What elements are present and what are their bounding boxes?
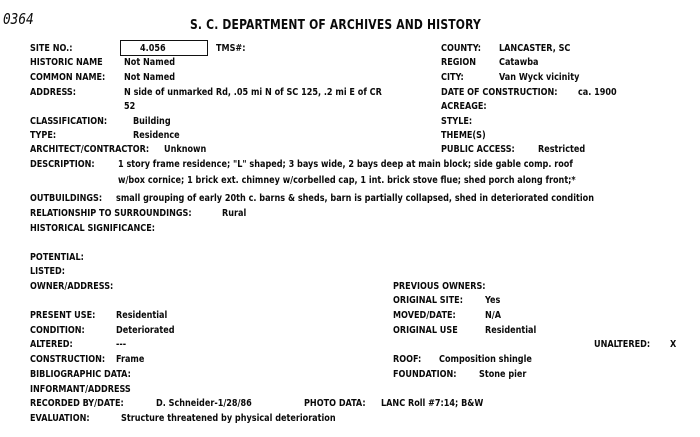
site-no-label: SITE NO.: [30,43,73,54]
construction-label: CONSTRUCTION: [30,354,106,365]
site-no-value: 4.056 [140,43,166,54]
description-line2: w/box cornice; 1 brick ext. chimney w/corbelled cap, 1 int. brick stove flue; shed porch along front;* [118,175,576,186]
region-value: Catawba [499,57,539,68]
original-site-label: ORIGINAL SITE: [393,295,463,306]
foundation-value: Stone pier [479,369,527,380]
date-of-construction-label: DATE OF CONSTRUCTION: [441,87,558,98]
photo-data-value: LANC Roll #7:14; B&W [381,398,484,409]
recorded-by-label: RECORDED BY/DATE: [30,398,124,409]
altered-label: ALTERED: [30,339,73,350]
recorded-by-value: D. Schneider-1/28/86 [156,398,252,409]
present-use-label: PRESENT USE: [30,310,96,321]
outbuildings-label: OUTBUILDINGS: [30,193,103,204]
page-title: S. C. DEPARTMENT OF ARCHIVES AND HISTORY [190,18,481,33]
relationship-value: Rural [222,208,247,219]
description-label: DESCRIPTION: [30,159,95,170]
style-label: STYLE: [441,116,473,127]
moved-date-value: N/A [485,310,502,321]
bibliographic-data-label: BIBLIOGRAPHIC DATA: [30,369,131,380]
unaltered-label: UNALTERED: [594,339,651,350]
previous-owners-label: PREVIOUS OWNERS: [393,281,486,292]
region-label: REGION [441,57,477,68]
tms-label: TMS#: [216,43,246,54]
county-value: LANCASTER, SC [499,43,571,54]
classification-label: CLASSIFICATION: [30,116,108,127]
handwritten-number: 0364 [3,10,34,28]
construction-value: Frame [116,354,145,365]
address-value-line2: 52 [124,101,136,112]
address-label: ADDRESS: [30,87,76,98]
moved-date-label: MOVED/DATE: [393,310,456,321]
address-value-line1: N side of unmarked Rd, .05 mi N of SC 125, .2 mi E of CR [124,87,382,98]
architect-label: ARCHITECT/CONTRACTOR: [30,144,150,155]
public-access-label: PUBLIC ACCESS: [441,144,515,155]
relationship-label: RELATIONSHIP TO SURROUNDINGS: [30,208,192,219]
altered-value: --- [116,339,127,350]
roof-value: Composition shingle [439,354,532,365]
unaltered-value: X [670,339,677,350]
condition-value: Deteriorated [116,325,175,336]
potential-label: POTENTIAL: [30,252,84,263]
type-label: TYPE: [30,130,57,141]
original-use-label: ORIGINAL USE [393,325,458,336]
city-label: CITY: [441,72,464,83]
present-use-value: Residential [116,310,168,321]
informant-label: INFORMANT/ADDRESS [30,384,131,395]
common-name-label: COMMON NAME: [30,72,106,83]
date-of-construction-value: ca. 1900 [578,87,617,98]
condition-label: CONDITION: [30,325,85,336]
themes-label: THEME(S) [441,130,486,141]
type-value: Residence [133,130,180,141]
architect-value: Unknown [164,144,207,155]
foundation-label: FOUNDATION: [393,369,457,380]
public-access-value: Restricted [538,144,586,155]
photo-data-label: PHOTO DATA: [304,398,366,409]
listed-label: LISTED: [30,266,66,277]
original-site-value: Yes [485,295,501,306]
outbuildings-value: small grouping of early 20th c. barns & sheds, barn is partially collapsed, shed in deteriorated condition [116,193,594,204]
acreage-label: ACREAGE: [441,101,487,112]
historical-significance-label: HISTORICAL SIGNIFICANCE: [30,223,155,234]
roof-label: ROOF: [393,354,422,365]
classification-value: Building [133,116,171,127]
description-line1: 1 story frame residence; "L" shaped; 3 bays wide, 2 bays deep at main block; side gable comp. roof [118,159,573,170]
county-label: COUNTY: [441,43,482,54]
evaluation-label: EVALUATION: [30,413,90,424]
owner-address-label: OWNER/ADDRESS: [30,281,114,292]
city-value: Van Wyck vicinity [499,72,580,83]
original-use-value: Residential [485,325,537,336]
common-name-value: Not Named [124,72,176,83]
evaluation-value: Structure threatened by physical deterioration [121,413,336,424]
historic-name-value: Not Named [124,57,176,68]
historic-name-label: HISTORIC NAME [30,57,103,68]
